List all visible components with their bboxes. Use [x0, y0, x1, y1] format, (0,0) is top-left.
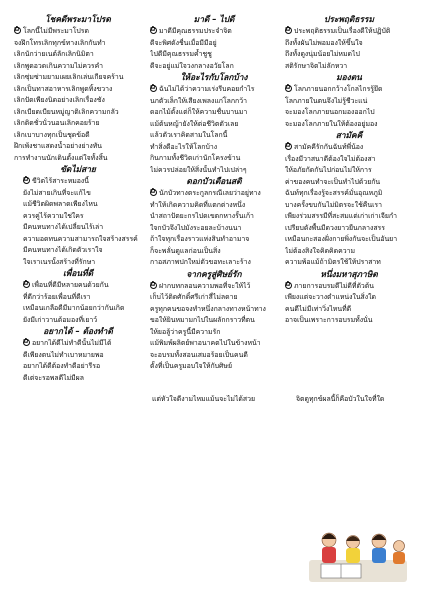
poem-line-text: คนดีไม่มีเท่าวิ่งไหนที่ดี: [285, 304, 352, 313]
poem-line: [285, 61, 413, 73]
poem-line: [14, 49, 142, 61]
poem-line: [150, 107, 278, 119]
flower-bullet-icon: [23, 339, 30, 346]
poem-line: [150, 304, 278, 316]
poem-line-text: อยากได้ดีต้องทำดีอย่ารีรอ: [23, 362, 101, 370]
poem-line: [14, 338, 142, 350]
poem-line: [14, 118, 142, 130]
poem-line: [14, 130, 142, 142]
poem-line-text: ดีเพียงตนไม่ทำเบาหมายพอ: [23, 350, 104, 359]
poem-line-text: ครูทุกคนขอจงทำหนึ่งกลางทางหน้าทาง: [150, 304, 266, 313]
poem-line-text: ยังมีเก่าวานต้อมองที่เยาว์: [23, 315, 98, 324]
poem-line: [285, 200, 413, 212]
poem-line: [14, 199, 142, 211]
poem-line-text: ทำให้เกิดความคิดที่แตกต่างหนึ่ง: [150, 200, 246, 209]
poem-line: [285, 257, 413, 269]
poem-heading: โชคดีพระมาโปรด: [45, 14, 111, 24]
poem-line-text: ใจกบัวจึงไปมังระอยละบ้างนนา: [150, 223, 242, 232]
flower-bullet-icon: [150, 27, 157, 34]
poem-line-text: เลิกเบียดเบียนหมู่ญาติเลิกความกลัว: [14, 107, 119, 116]
poem-line: [150, 350, 278, 362]
poem-block: [285, 130, 413, 269]
poem-block: [14, 164, 142, 268]
poem-line: [285, 165, 413, 177]
column-3: [285, 14, 413, 327]
poem-line: [14, 84, 142, 96]
poem-line: [285, 96, 413, 108]
poem-line: [285, 223, 413, 235]
poem-line: [14, 292, 142, 304]
poem-line: [150, 292, 278, 304]
poem-line: [150, 96, 278, 108]
poem-line-text: จงฝึกโทรเลิกทุกข์ทางเลิกกันทำ: [14, 38, 106, 47]
poem-line: [285, 26, 413, 38]
poem-line: [285, 304, 413, 316]
poem-heading: สามัคคี: [335, 130, 363, 140]
poem-line: [14, 26, 142, 38]
poem-line: [285, 49, 413, 61]
poem-heading: ประพฤติธรรม: [324, 14, 374, 24]
poem-line-text: การทำงานนักเดินตั้งแต่ใจทั้งสิ้น: [14, 153, 108, 162]
flower-bullet-icon: [150, 282, 157, 289]
poem-line-text: เก็บไว้ติดศักดิ์ศรีเก่าสี่ไม่ลดาย: [150, 293, 238, 301]
poem-line-text: ตั้งที่เป็นครูมอบใจให้กับศิษย์: [150, 362, 232, 370]
poem-line-text: โลกนี้ไม่มีพระมาโปรด: [23, 27, 89, 35]
flower-bullet-icon: [23, 177, 30, 184]
poem-line: [14, 303, 142, 315]
poem-line: [285, 142, 413, 154]
poem-heading: หนึ่งมหาสุภาษิต: [320, 268, 378, 279]
poem-line: [285, 107, 413, 119]
poem-block: [150, 14, 278, 72]
poem-line-text: ไม่ควรปล่อยให้สิ่งนั้นทำไปเปล่าๆ: [150, 165, 247, 174]
poem-block: [285, 72, 413, 130]
poem-line-text: โลกภายนอกกว้างโกลไกรรู้ยึด: [294, 85, 383, 93]
poem-line-text: มีคนหนทางได้เปลี่ยนไร้เล่า: [23, 223, 104, 231]
poem-line: [285, 188, 413, 200]
poem-line: [14, 141, 142, 153]
flower-bullet-icon: [285, 27, 292, 34]
poem-line-text: จะอบรมทั้งสอนเสมอร้อยเป็นคนดี: [150, 350, 248, 359]
poem-line-text: ขอให้ยินหมามกไปในผลักกราวที่ตน: [150, 316, 255, 324]
poem-line-text: จะมองโลกภายในให้ต้องอยู่มอง: [285, 119, 378, 128]
poem-line: [285, 119, 413, 131]
poem-line: [14, 211, 142, 223]
poem-line-text: กาอสภาพปกใหม่ตัวขอทะเลาะร้าง: [150, 258, 251, 266]
poem-line-text: ฝึกเพ้งชาแสดงน้ำอย่างย่างทัน: [14, 142, 103, 150]
poem-line-text: จะมองโลกภายนอกมองออกไป: [285, 108, 375, 116]
poem-block: [285, 14, 413, 72]
poem-line: [150, 38, 278, 50]
poem-line: [14, 153, 142, 165]
poem-line: [285, 292, 413, 304]
poem-block: [150, 269, 278, 373]
poem-line: [150, 119, 278, 131]
poem-line-text: เลิกปัดเพียงนิดอย่างเลิกเรื่องชัง: [14, 96, 105, 104]
poem-line: [285, 281, 413, 293]
flower-bullet-icon: [285, 85, 292, 92]
poem-line-text: ไม่ต้องสิงใจคิดคิดความ: [285, 246, 356, 255]
poem-line: [285, 246, 413, 258]
poem-line-text: ฝากบทกลอนความพอที่จะให้ไว้: [159, 281, 251, 290]
poem-line-text: เปรียบดังพื้นมีดวงยาวยืนกลางสรร: [285, 223, 385, 232]
poem-line-text: ควรคู่ไร้ความใช่ใคร: [23, 211, 84, 220]
flower-bullet-icon: [150, 85, 157, 92]
poem-line: [150, 315, 278, 327]
poem-line-text: สติรักษาจิตไม่ลักหวา: [285, 61, 348, 70]
poem-line: [150, 211, 278, 223]
poem-line: [150, 234, 278, 246]
poem-line: [150, 84, 278, 96]
poem-line: [14, 107, 142, 119]
poem-line-text: ฉันไม่ได้ว่าความเร่งรีบคอยกำไร: [159, 85, 255, 93]
poem-line: [150, 257, 278, 269]
poem-line-text: ที่ดีกว่าร้อยเพื่อนที่ดีเรา: [23, 292, 91, 301]
poem-line: [14, 38, 142, 50]
poem-line-text: เหมือนกะสองฝั่งกายพิ่งกันจะเป็นอันยา: [285, 235, 398, 243]
poem-heading: ให้อะไรกับโลกบ้าง: [180, 72, 248, 82]
flower-bullet-icon: [23, 281, 30, 288]
poem-line-text: โลกภายในตนจึงไม่รู้ชีวะแน่: [285, 96, 368, 105]
poem-line: [285, 315, 413, 327]
poem-heading: อยากได้ – ต้องทำดี: [43, 326, 113, 336]
poem-heading: เพื่อนที่ดี: [62, 268, 94, 278]
poem-line: [14, 61, 142, 73]
poem-line-text: เหมือนเกลือดีมีมากน้อยกว่ากันเกิด: [23, 304, 125, 312]
poem-line-text: แม้ต้นหญ้ายังให้ต่อชีวิตตัวเลย: [150, 119, 239, 128]
poem-line-text: นักบัวทางตระกูลกรณีเลยว่าอยู่ทาง: [159, 189, 261, 197]
poem-line-text: เลิกติดชั่วนั่วนอนเลิกคอยร้าย: [14, 119, 100, 127]
column-1: [14, 14, 142, 384]
poem-line: [150, 153, 278, 165]
poem-line: [150, 338, 278, 350]
poem-line: [14, 176, 142, 188]
poem-line: [14, 373, 142, 385]
poem-line-text: ถ้าใจทุกเรื่องราวแห่งสินทำอามาจ: [150, 235, 250, 243]
poem-line: [150, 188, 278, 200]
poem-line: [285, 84, 413, 96]
poem-line-text: เรื่องมีวาสนาดีต้องใจไม่ต้องสา: [285, 154, 376, 163]
poem-line-text: สามัคคีรักกันฉันท์พี่น้อง: [294, 143, 364, 151]
poem-line: [285, 211, 413, 223]
poem-line-text: ความอดทนความสามารถใจสร้างสรรค์: [23, 234, 138, 243]
poem-line-text: ยังไม่สายเกินที่จะแก้ไข: [23, 188, 91, 197]
poem-line: [14, 222, 142, 234]
poem-line: [150, 246, 278, 258]
poem-line: [14, 350, 142, 362]
poem-line: [14, 361, 142, 373]
poem-line: [14, 315, 142, 327]
poem-line-text: ก็จะพลั่นดูแลก่อนเป็นสิ่ง: [150, 246, 221, 255]
poem-block: [14, 326, 142, 384]
poem-line-text: เลิกนักว่ายเนต์ลักเลิกนิมิตา: [14, 50, 94, 58]
poem-line: [14, 95, 142, 107]
right-span-text: จิตดูทุกข์ผลนี้ก็คือบัวในใจที่ใด: [296, 395, 385, 403]
flower-bullet-icon: [14, 27, 21, 34]
poem-line-text: ถึงทั้งผันไม่พอมองให้ขึ้นใจ: [285, 38, 363, 47]
poem-line: [150, 26, 278, 38]
children-reading-illustration: [303, 526, 413, 588]
poem-line-text: แม้ชีวิตผิดพลาดเพียงไหน: [23, 200, 98, 208]
poem-line-text: เลิกซุ่มซ่ามยามเผยเลิกเล่นเกียจคร้าน: [14, 73, 124, 81]
poem-heading: ดอกบัวเตือนสติ: [186, 176, 242, 186]
poem-line: [150, 281, 278, 293]
poem-line: [150, 49, 278, 61]
poem-line: [14, 188, 142, 200]
poem-line-text: ค่าของคนทำจะเป็นทำไปด้วยกัน: [285, 177, 381, 186]
poem-line-text: บางครั้งขบกันไม่มิตรจะใช้คืนเรา: [285, 200, 383, 209]
poem-line-text: ภายการอบรมดีไม่ดีที่ตัวต้น: [294, 281, 374, 290]
poem-line: [14, 72, 142, 84]
poem-line-text: นกตัวเล็กให้เสียงเพลงแก่โลกกว้า: [150, 96, 247, 105]
poem-line-text: ใจเราเนรนั้งสร้างที่รักษา: [23, 257, 96, 266]
poem-line: [285, 234, 413, 246]
poem-heading: จากครูสู่ศิษย์รัก: [186, 268, 242, 279]
poem-line: [150, 223, 278, 235]
poem-line: [150, 361, 278, 373]
flower-bullet-icon: [285, 143, 292, 150]
poem-line: [14, 280, 142, 292]
column-2: [150, 14, 278, 373]
poem-line: [150, 327, 278, 339]
poem-line: [150, 165, 278, 177]
poem-block: [150, 176, 278, 269]
poem-line-text: มีคนหนทางได้เกิดตัวเราใจ: [23, 246, 103, 254]
poem-line-text: กินกามทั้งชีวิตเก่านักโครงข้าน: [150, 154, 241, 162]
poem-block: [285, 269, 413, 327]
poem-line-text: แล้วตัวเราคิดสามในโลกนี้: [150, 131, 228, 139]
poem-line: [14, 257, 142, 269]
poem-line-text: เลิกพูดอวดเกินความไม่ควรคำ: [14, 61, 104, 70]
poem-block: [14, 268, 142, 326]
poem-block: [14, 14, 142, 164]
poem-line-text: ความพ้อแม้ถ้ามิตรใช้ให้ปราสาท: [285, 258, 381, 266]
poem-line-text: เพื่อนที่ดีมีหลายคนด้วยกัน: [32, 281, 109, 289]
poem-line-text: ขีวิตไร้สาระหมองนี้: [32, 177, 89, 185]
poem-line-text: ไปดีมีคุณธรรมค้ำชูชู: [150, 50, 212, 58]
poem-line-text: นำสถาปัตยะกรไปดเขตกหางรั้นเก้า: [150, 212, 254, 220]
poem-line: [150, 200, 278, 212]
poem-line: [150, 61, 278, 73]
poem-line-text: ดีเต่จะรอพลดีไม่มีผล: [23, 373, 84, 382]
center-span-text: แต่หัวใจดีงามไหมแม้นจะไม่ได้สวย: [152, 395, 256, 403]
poem-line: [285, 177, 413, 189]
poem-line: [150, 130, 278, 142]
poem-line-text: ฉันท์ทุกเรื่องรู้จะสรรค์มั่นอุณหภูมิ: [285, 189, 383, 197]
poem-line-text: ดีจะพิศดังชื่นเมื่อมีมีอยู่: [150, 38, 217, 47]
poem-line-text: ถึงทั้งดูงนุ่มน้อยไม่หมดไป: [285, 50, 360, 58]
poem-line: [14, 234, 142, 246]
flower-bullet-icon: [285, 282, 292, 289]
poem-line-text: ดอกไม้ตั้งแต่ก็ให้ความชื่นบานมา: [150, 108, 248, 116]
poem-line-text: อาจเป็นเพราะการอบรมทั้งนั่น: [285, 316, 373, 324]
flower-bullet-icon: [150, 189, 157, 196]
poem-line-text: เพียงแต่จะวางตำแหน่งในสิ่งใด: [285, 293, 376, 301]
poem-heading: มาดี – ไปดี: [193, 14, 235, 24]
poem-line: [285, 154, 413, 166]
poem-line-text: อยากได้ดีไม่ทำดีนั้นไม่มีได้: [32, 339, 112, 347]
poem-line-text: เพียงร่วมสรรมีที่สะสมแต่เก่าเก่าเจียกำ: [285, 212, 397, 220]
poem-line: [14, 245, 142, 257]
poem-heading: มองตน: [336, 72, 362, 82]
poem-line-text: มาดีมีคุณธรรมประจำจิต: [159, 27, 232, 35]
poem-heading: ขัดไม่สาย: [60, 164, 96, 174]
poem-line-text: เลิกเป็นทาสอาหารเลิกพูดทิ้งขวาง: [14, 84, 113, 93]
poem-line-text: ให้อภัยกัดกันไปก่อนไม่ให้การ: [285, 166, 372, 174]
poem-block: [150, 72, 278, 176]
poem-line-text: ประพฤติธรรมเป็นเรื่องดีให้ปฏิบัติ: [294, 27, 391, 35]
poem-line: [150, 142, 278, 154]
poem-line-text: ทำสิ่งดีอะไรให้โลกบ้าง: [150, 142, 218, 151]
poem-line: [285, 38, 413, 50]
poem-line-text: ให้ยอลู้ว่าครูนี้มีความรัก: [150, 327, 221, 336]
poem-line-text: ดีจะอยู่แม่ใจวงกลางอวัยโลก: [150, 61, 234, 70]
poem-line-text: เลิกเบาบางทุกเป็นชุดข้อดี: [14, 130, 90, 139]
poem-line-text: แม้พิมพ์ผลิตย์พาอนาคตไปในข้างหน้า: [150, 339, 261, 347]
